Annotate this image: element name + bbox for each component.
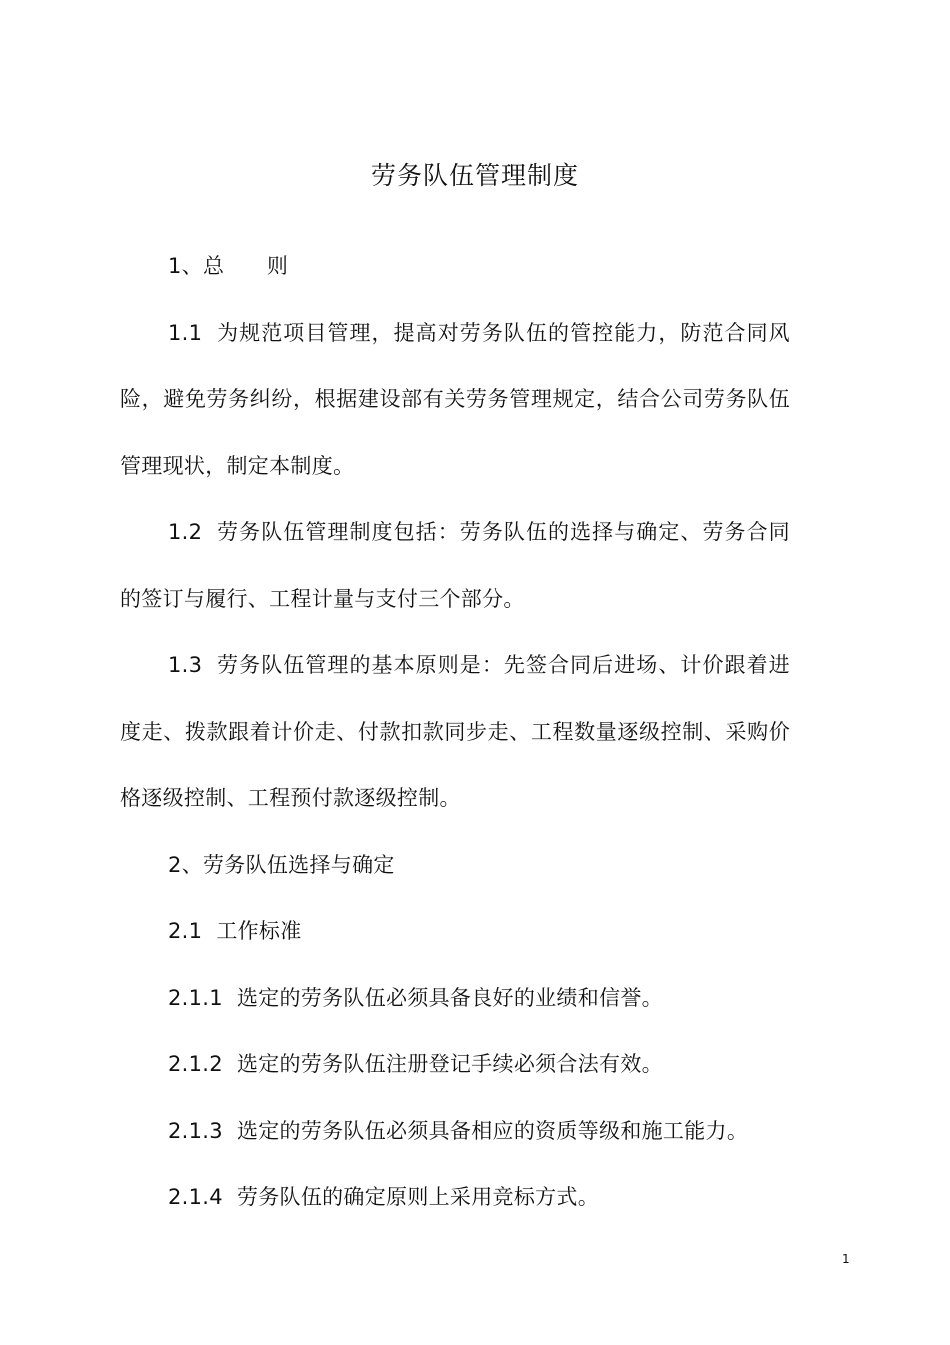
paragraph-number: 2.1.3 xyxy=(168,1118,223,1143)
paragraph-number: 2、 xyxy=(168,852,203,877)
paragraph-text: 劳务队伍管理的基本原则是：先签合同后进场、计价跟着进度走、拨款跟着计价走、付款扣款同步走、工程数量逐级控制、采购价格逐级控制、工程预付款逐级控制。 xyxy=(120,653,790,810)
paragraph-number: 1.3 xyxy=(168,653,203,677)
paragraph-number: 1.2 xyxy=(168,520,203,544)
paragraph-number: 1.1 xyxy=(168,320,203,345)
section-heading-2 xyxy=(120,832,790,899)
paragraph-text: 选定的劳务队伍注册登记手续必须合法有效。 xyxy=(236,1052,663,1076)
paragraph-text: 劳务队伍管理制度包括：劳务队伍的选择与确定、劳务合同的签订与履行、工程计量与支付三个部分。 xyxy=(120,520,790,611)
document-title: 劳务队伍管理制度 xyxy=(370,161,579,190)
paragraph-text: 总 则 xyxy=(202,254,289,278)
paragraph-number: 2.1 xyxy=(168,919,203,943)
page-number: 1 xyxy=(842,1252,850,1266)
paragraph-number: 2.1.1 xyxy=(168,985,223,1010)
paragraph-2-1-4 xyxy=(120,1164,790,1231)
paragraph-text: 为规范项目管理，提高对劳务队伍的管控能力，防范合同风险，避免劳务纠纷，根据建设部有关劳务管理规定，结合公司劳务队伍管理现状，制定本制度。 xyxy=(120,320,790,478)
paragraph-1-2 xyxy=(120,499,790,632)
section-heading-1 xyxy=(120,233,790,300)
paragraph-1-1 xyxy=(120,300,790,500)
paragraph-2-1-2 xyxy=(120,1031,790,1098)
document-body xyxy=(120,233,790,1231)
paragraph-number: 1、 xyxy=(168,254,203,278)
paragraph-text: 劳务队伍选择与确定 xyxy=(202,852,395,877)
paragraph-1-3 xyxy=(120,632,790,832)
paragraph-2-1-1 xyxy=(120,965,790,1032)
paragraph-number: 2.1.4 xyxy=(168,1185,223,1209)
paragraph-text: 选定的劳务队伍必须具备相应的资质等级和施工能力。 xyxy=(236,1118,749,1143)
subsection-heading-2-1 xyxy=(120,898,790,965)
paragraph-number: 2.1.2 xyxy=(168,1052,223,1076)
paragraph-text: 选定的劳务队伍必须具备良好的业绩和信誉。 xyxy=(236,985,663,1010)
paragraph-2-1-3 xyxy=(120,1098,790,1165)
paragraph-text: 工作标准 xyxy=(216,919,302,943)
paragraph-text: 劳务队伍的确定原则上采用竞标方式。 xyxy=(236,1185,600,1209)
